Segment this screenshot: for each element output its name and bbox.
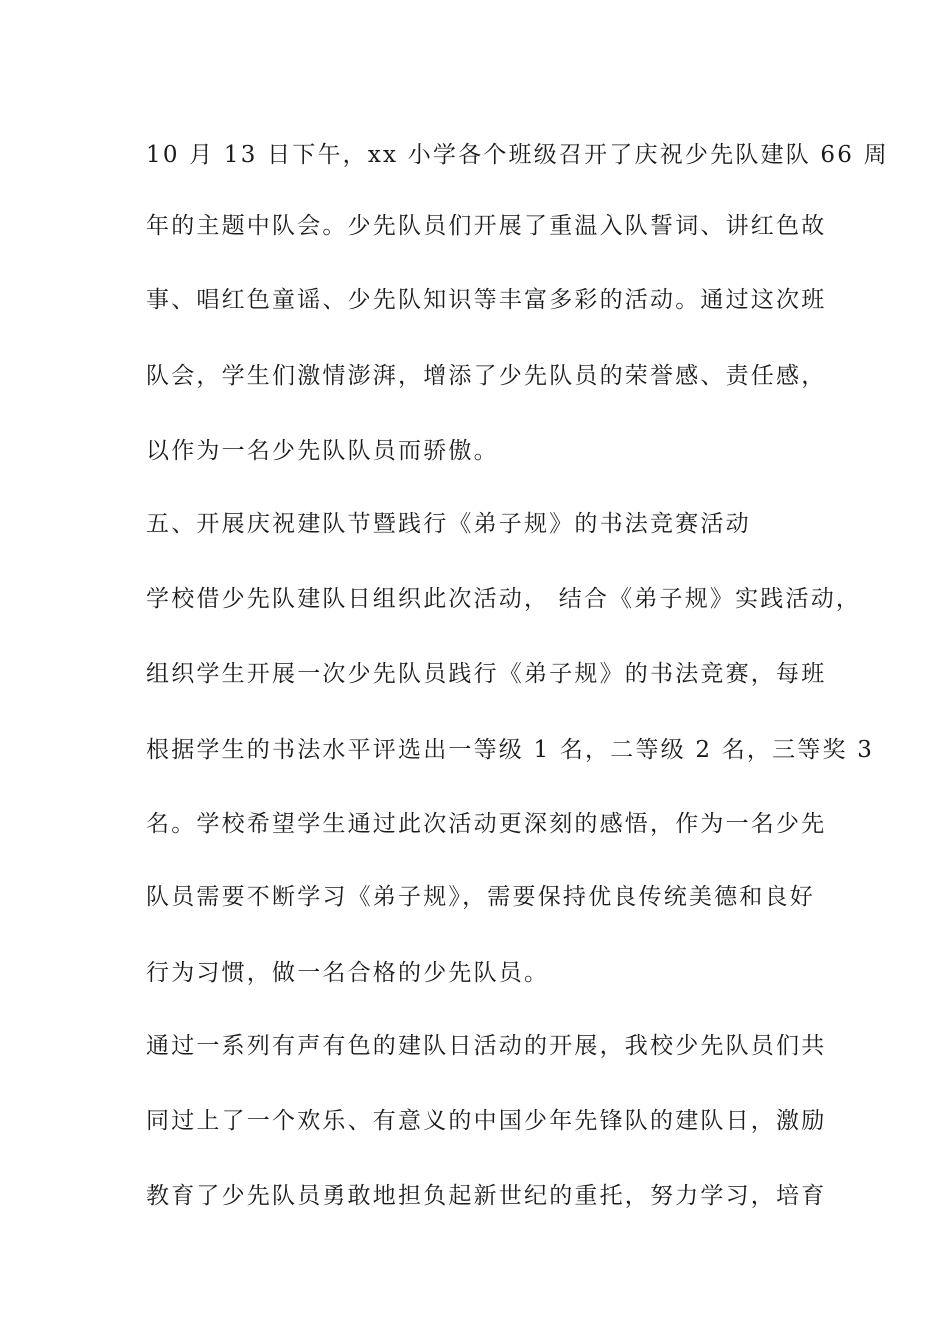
text-line: 队会，学生们激情澎湃，增添了少先队员的荣誉感、责任感， — [146, 363, 827, 389]
text-line: 10 月 13 日下午，xx 小学各个班级召开了庆祝少先队建队 66 周 — [146, 142, 889, 168]
text-line: 同过上了一个欢乐、有意义的中国少年先锋队的建队日，激励 — [146, 1108, 827, 1134]
text-line: 行为习惯，做一名合格的少先队员。 — [146, 960, 550, 986]
text-line: 名。学校希望学生通过此次活动更深刻的感悟，作为一名少先 — [146, 811, 827, 837]
text-line: 事、唱红色童谣、少先队知识等丰富多彩的活动。通过这次班 — [146, 287, 827, 313]
text-line: 学校借少先队建队日组织此次活动， 结合《弟子规》实践活动， — [146, 586, 862, 612]
text-line: 根据学生的书法水平评选出一等级 1 名，二等级 2 名，三等奖 3 — [146, 737, 875, 763]
text-line: 队员需要不断学习《弟子规》，需要保持优良传统美德和良好 — [146, 884, 815, 910]
text-line: 组织学生开展一次少先队员践行《弟子规》的书法竞赛，每班 — [146, 661, 827, 687]
text-line: 教育了少先队员勇敢地担负起新世纪的重托，努力学习，培育 — [146, 1183, 827, 1209]
text-line: 以作为一名少先队队员而骄傲。 — [146, 438, 499, 464]
text-line: 通过一系列有声有色的建队日活动的开展，我校少先队员们共 — [146, 1033, 827, 1059]
section-heading: 五、开展庆祝建队节暨践行《弟子规》的书法竞赛活动 — [146, 511, 751, 537]
text-line: 年的主题中队会。少先队员们开展了重温入队誓词、讲红色故 — [146, 213, 827, 239]
